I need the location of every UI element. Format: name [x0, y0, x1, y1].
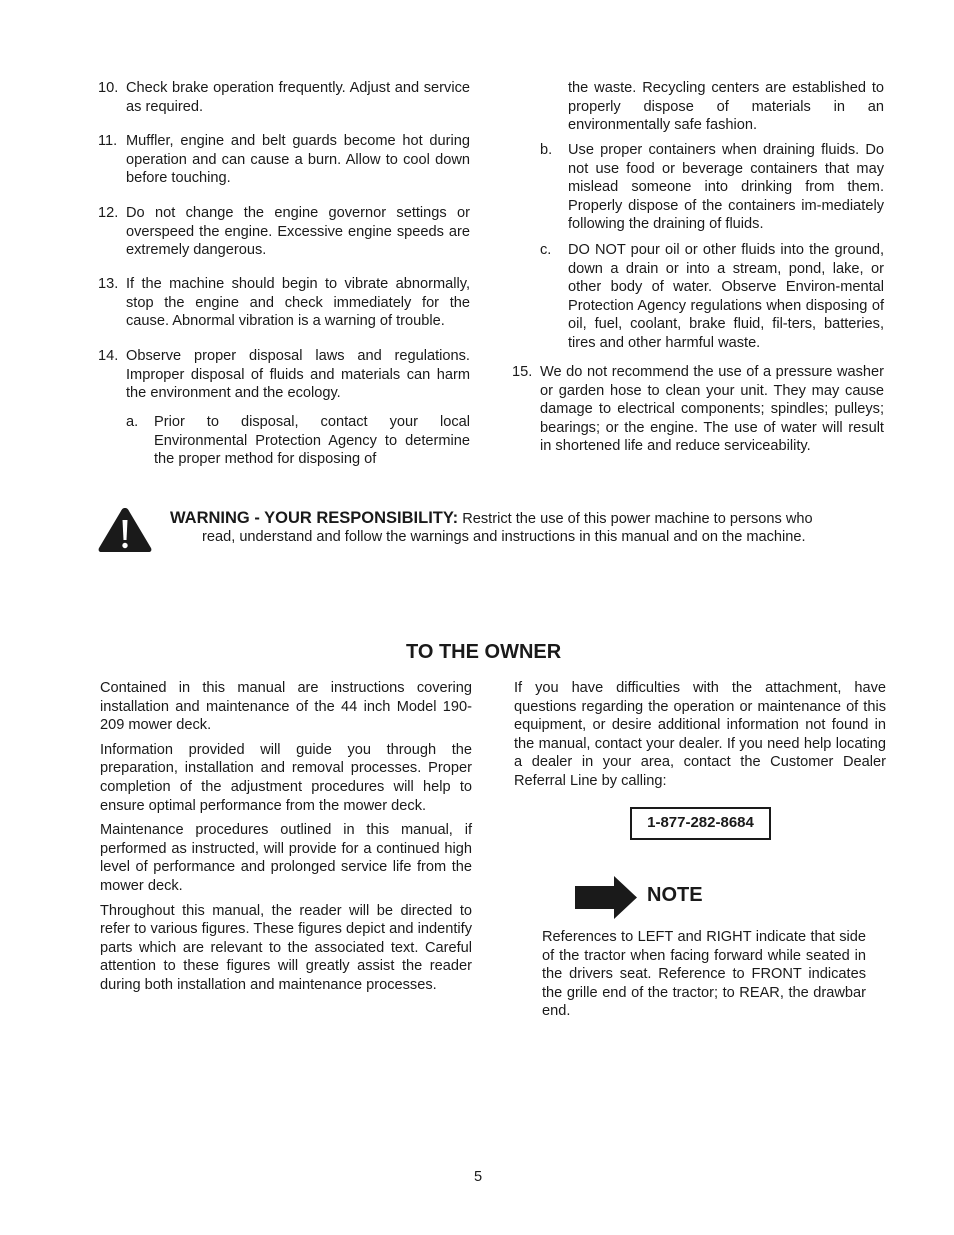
list-item-12 — [98, 204, 470, 262]
sub-item-text: DO NOT pour oil or other fluids into the ground, down a drain or into a stream, pond, lake, or other body of water. Observe Environ-mental Protection Agency regulations when disposing of oil, fuel, coolant, brake fluid, fil-ters, batteries, tires and other harmful waste. — [568, 242, 884, 351]
sub-item-text: Prior to disposal, contact your local Environmental Protection Agency to determine the proper method for disposing of — [154, 414, 470, 468]
section-title: TO THE OWNER — [406, 641, 562, 663]
arrow-right-icon — [574, 876, 638, 919]
paragraph: Maintenance procedures outlined in this manual, if performed as instructed, will provide for a continued high level of performance and prolonged service life from the mower deck. — [100, 822, 472, 894]
warning-title: WARNING - YOUR RESPONSIBILITY: — [170, 509, 459, 527]
phone-number: 1-877-282-8684 — [647, 814, 754, 832]
list-item-13 — [98, 275, 470, 333]
phone-number-box — [630, 807, 771, 840]
item-number: 15. — [512, 364, 533, 380]
item-text: Check brake operation frequently. Adjust and service as required. — [126, 80, 470, 115]
warning-line-1 — [170, 509, 890, 529]
page-number: 5 — [473, 1169, 483, 1185]
list-item-10 — [98, 79, 470, 119]
item-number: 12. — [98, 205, 119, 221]
paragraph: Throughout this manual, the reader will be directed to refer to various figures. These figures depict and indentify parts which are relevant to the associated text. Careful attention to these figures will greatly assist the reader during both installation and maintenance processes. — [100, 902, 472, 993]
sub-item-label: a. — [126, 414, 139, 430]
item-text: If the machine should begin to vibrate abnormally, stop the engine and check immediately for the cause. Abnormal vibration is a warning of trouble. — [126, 276, 470, 330]
sub-item-label: c. — [540, 242, 552, 258]
item-number: 11. — [98, 133, 118, 149]
sub-item-b — [540, 141, 884, 236]
item-text: Do not change the engine governor settings or overspeed the engine. Excessive engine speeds are extremely dangerous. — [126, 205, 470, 259]
sub-item-a-continued: the waste. Recycling centers are established to properly dispose of materials in an environmentally safe fashion. — [568, 80, 884, 134]
warning-triangle-icon — [97, 506, 153, 554]
note-text: References to LEFT and RIGHT indicate that side of the tractor when facing forward while seated in the drivers seat. Reference to FRONT indicates the grille end of the tractor; to REAR, the drawbar end. — [542, 929, 866, 1020]
owner-right-paragraph: If you have difficulties with the attachment, have questions regarding the operation or maintenance of this equipment, or desire additional information not found in the manual, contact your dealer. If you need help locating a dealer in your area, contact the Customer Dealer Referral Line by calling: — [514, 680, 886, 789]
list-item-11 — [98, 132, 470, 190]
paragraph: Contained in this manual are instructions covering installation and maintenance of the 44 inch Model 190-209 mower deck. — [100, 680, 472, 734]
item-text: We do not recommend the use of a pressure washer or garden hose to clean your unit. They may cause damage to electrical components; spindles; pulleys; bearings; or the engine. The use of water will result in shortened life and reduce serviceability. — [540, 364, 884, 455]
sub-item-label: b. — [540, 142, 553, 158]
item-text: Observe proper disposal laws and regulations. Improper disposal of fluids and materials can harm the environment and the ecology. — [126, 348, 470, 402]
note-label: NOTE — [647, 884, 703, 906]
item-number: 14. — [98, 348, 119, 364]
paragraph: Information provided will guide you through the preparation, installation and removal processes. Proper completion of the adjustment procedures will help to ensure optimal performance from the mower deck. — [100, 741, 472, 814]
owner-left-column — [100, 679, 472, 1001]
sub-item-c — [540, 241, 884, 356]
item-number: 10. — [98, 80, 119, 96]
item-text: Muffler, engine and belt guards become hot during operation and can cause a burn. Allow to cool down before touching. — [126, 133, 470, 187]
list-item-14 — [98, 347, 470, 405]
list-item-15 — [512, 363, 884, 478]
sub-item-text: Use proper containers when draining fluids. Do not use food or beverage containers that may mislead someone into drinking from them. Properly dispose of the containers im-mediately following the draining of fluids. — [568, 142, 884, 233]
warning-text: Restrict the use of this power machine to persons who — [462, 511, 813, 527]
warning-line-2: read, understand and follow the warnings and instructions in this manual and on the machine. — [202, 529, 806, 545]
sub-item-a — [126, 413, 470, 471]
item-number: 13. — [98, 276, 119, 292]
